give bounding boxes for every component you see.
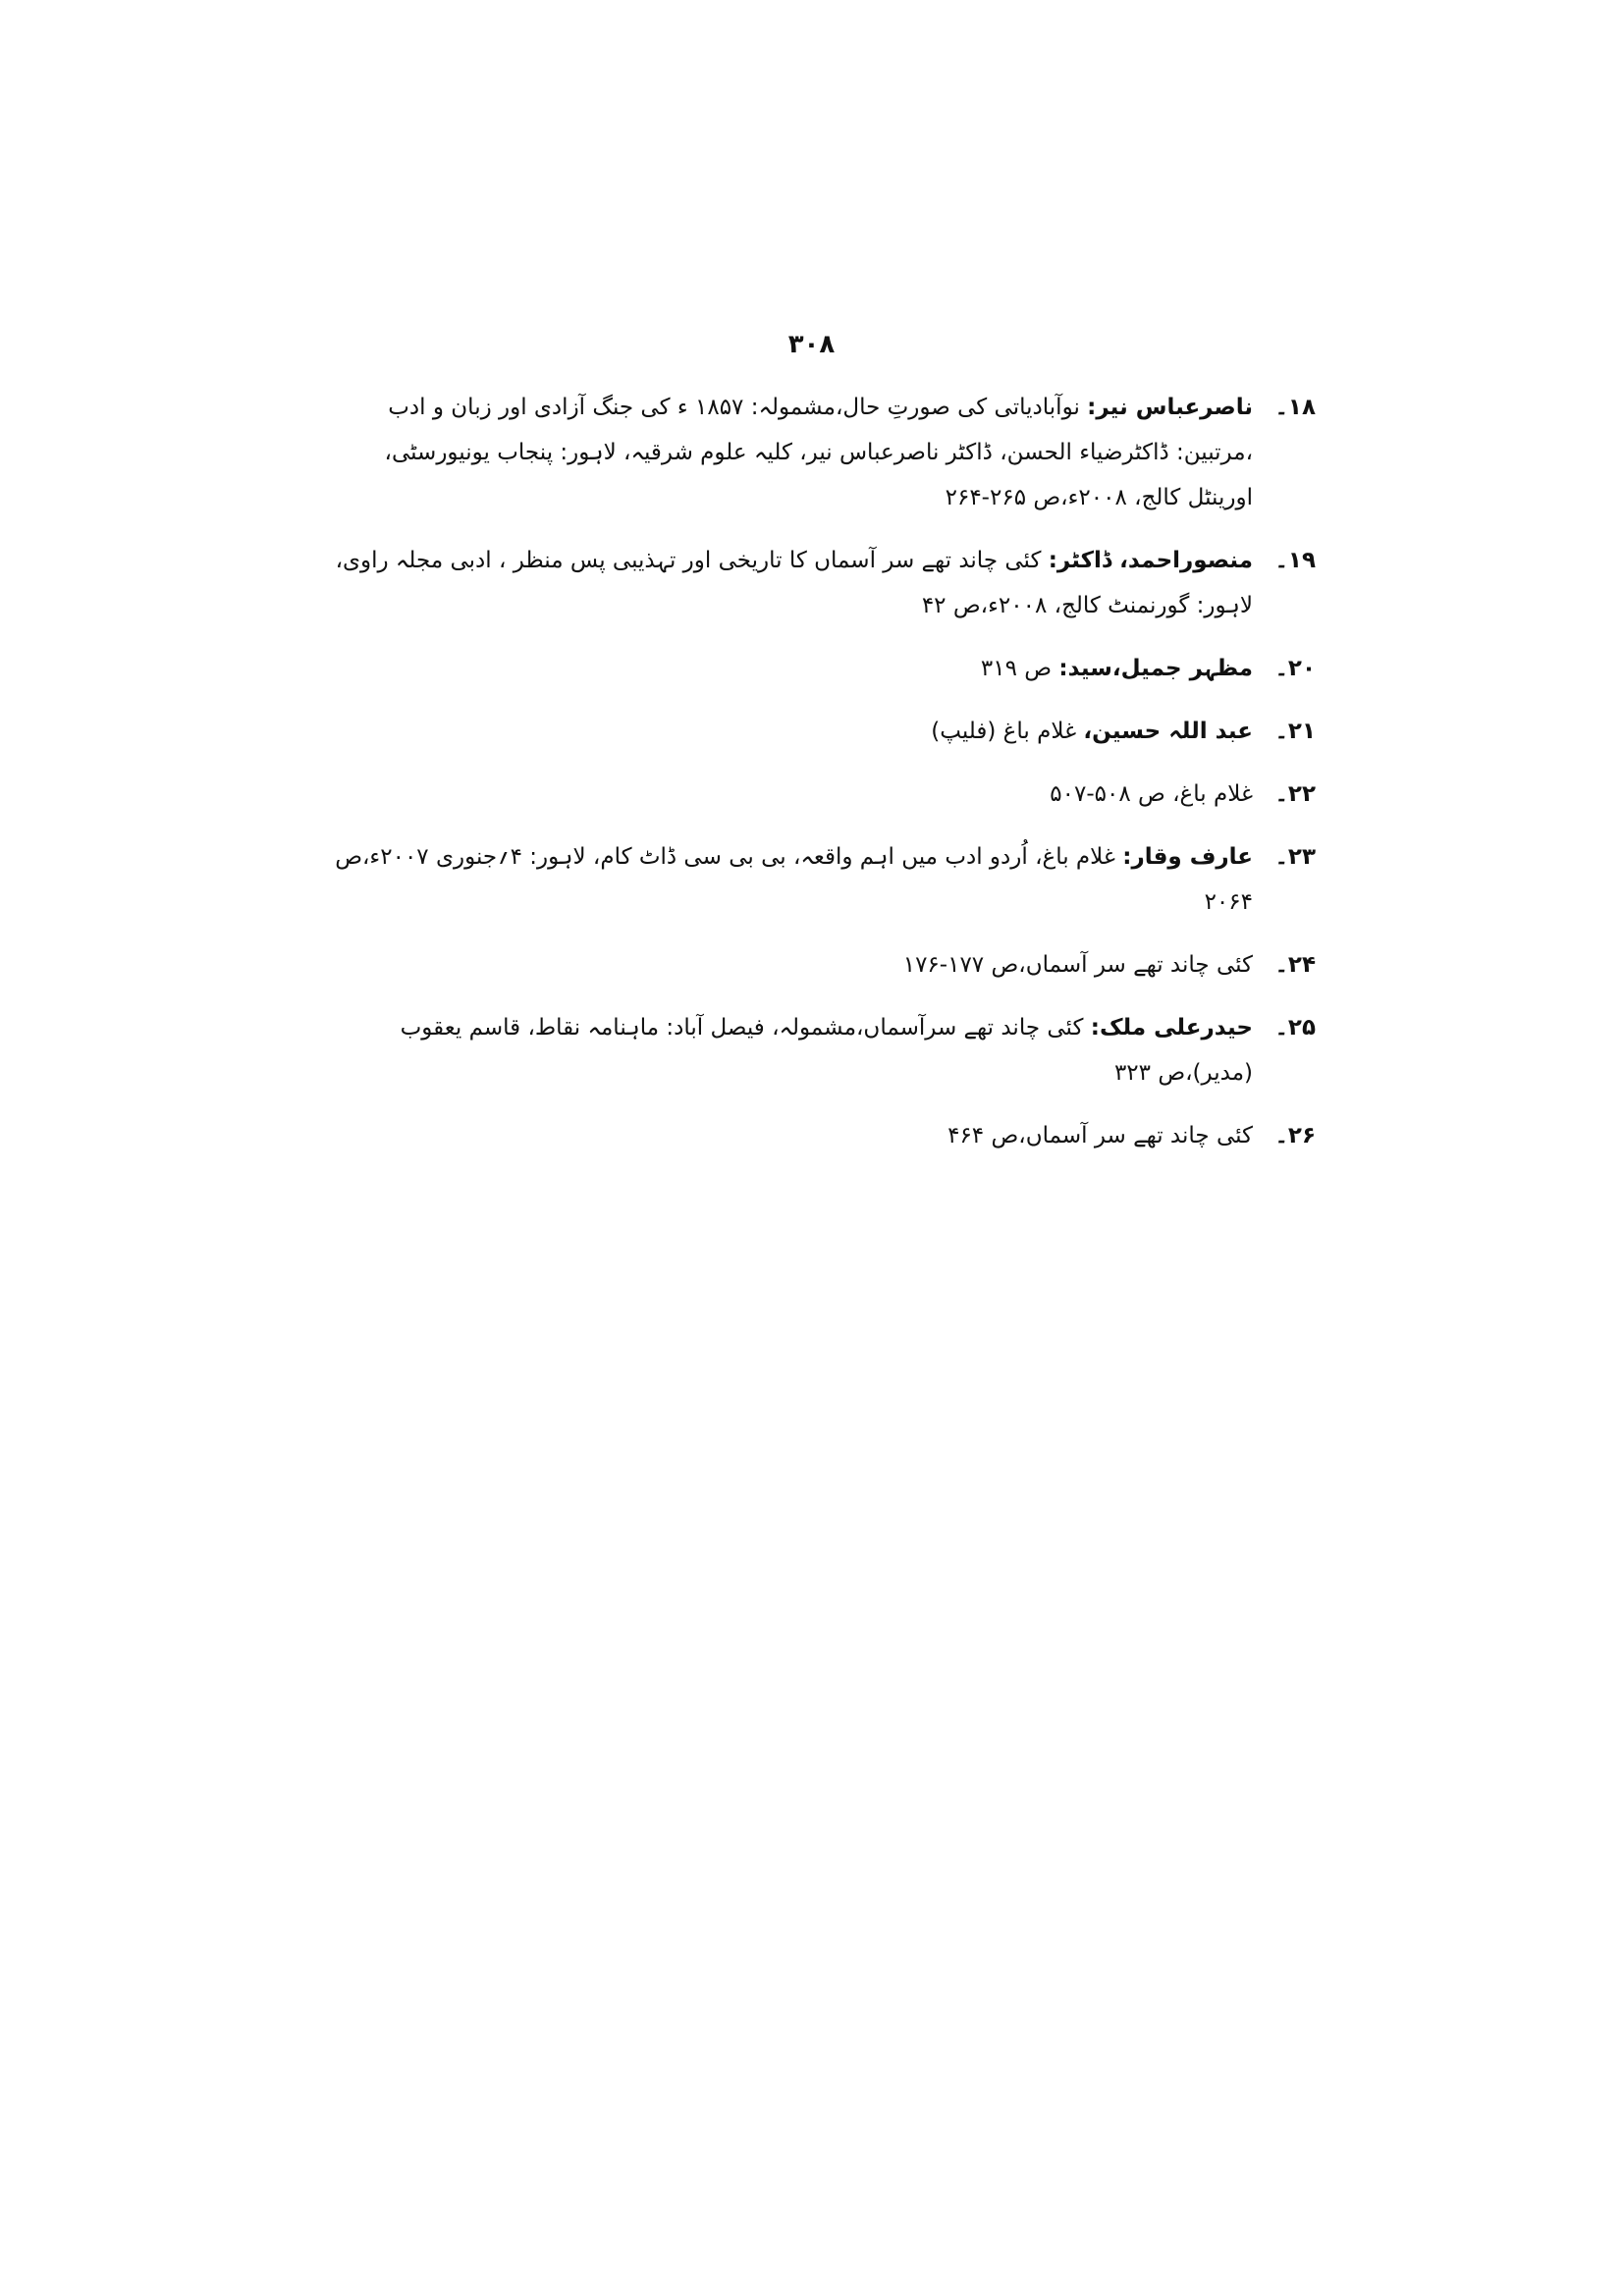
endnote-number: ۲۶۔: [1274, 1123, 1316, 1148]
endnote-text: [314, 942, 1253, 988]
endnote-author: حیدرعلی ملک:: [1090, 1015, 1253, 1041]
endnote-author: عبد اللہ حسین،: [1083, 719, 1253, 744]
endnote-25: [314, 1005, 1316, 1095]
endnote-body: کئی چاند تھے سر آسماں،ص ۱۷۷-۱۷۶: [902, 952, 1253, 978]
endnote-number: ۱۹۔: [1274, 548, 1316, 573]
endnote-number: ۲۴۔: [1274, 952, 1316, 978]
endnote-text: [314, 646, 1253, 691]
endnote-author: مظہر جمیل،سید:: [1058, 656, 1253, 681]
endnote-number: ۲۵۔: [1274, 1015, 1316, 1041]
endnote-19: [314, 538, 1316, 628]
endnote-number: ۲۰۔: [1274, 656, 1316, 681]
endnote-text: [314, 834, 1253, 925]
endnote-body: نوآبادیاتی کی صورتِ حال،مشمولہ: ۱۸۵۷ ء کی جنگ آزادی اور زبان و ادب ،مرتبین: ڈاکٹرضیاء الحسن، ڈاکٹر ناصرعباس نیر، کلیہ علوم شرقیہ، لاہور: پنجاب یونیورسٹی، اورینٹل کالج، ۲۰۰۸ء،ص ۲۶۵-۲۶۴: [384, 395, 1253, 510]
endnote-number: ۲۳۔: [1274, 844, 1316, 870]
endnote-26: [314, 1113, 1316, 1158]
endnote-23: [314, 834, 1316, 925]
endnote-number: ۲۲۔: [1274, 781, 1316, 807]
endnote-body: غلام باغ، اُردو ادب میں اہم واقعہ، بی بی سی ڈاٹ کام، لاہور: ۴؍جنوری ۲۰۰۷ء،ص ۲۰۶۴: [335, 844, 1253, 915]
endnote-body: کئی چاند تھے سر آسماں،ص ۴۶۴: [947, 1123, 1253, 1148]
endnote-body: ص ۳۱۹: [980, 656, 1053, 681]
endnote-number: ۱۸۔: [1274, 395, 1316, 420]
endnote-21: [314, 709, 1316, 754]
endnote-text: [314, 709, 1253, 754]
endnote-text: [314, 1113, 1253, 1158]
endnote-22: [314, 772, 1316, 817]
endnote-body: غلام باغ (فلیپ): [931, 719, 1077, 744]
endnote-text: [314, 1005, 1253, 1095]
endnote-18: [314, 385, 1316, 520]
endnote-text: [314, 385, 1253, 520]
endnote-author: منصوراحمد، ڈاکٹر:: [1048, 548, 1253, 573]
endnote-20: [314, 646, 1316, 691]
endnotes-list: [314, 385, 1316, 1176]
endnote-text: [314, 772, 1253, 817]
page-number: ۳۰۸: [787, 330, 836, 359]
endnote-number: ۲۱۔: [1274, 719, 1316, 744]
endnote-24: [314, 942, 1316, 988]
endnote-author: ناصرعباس نیر:: [1087, 395, 1253, 420]
endnote-body: کئی چاند تھے سرآسماں،مشمولہ، فیصل آباد: ماہنامہ نقاط، قاسم یعقوب (مدیر)،ص ۳۲۳: [400, 1015, 1253, 1086]
endnote-body: کئی چاند تھے سر آسماں کا تاریخی اور تہذیبی پس منظر ، ادبی مجلہ راوی، لاہور: گورنمنٹ کالج، ۲۰۰۸ء،ص ۴۲: [335, 548, 1253, 618]
endnote-body: غلام باغ، ص ۵۰۸-۵۰۷: [1050, 781, 1253, 807]
endnote-text: [314, 538, 1253, 628]
endnote-author: عارف وقار:: [1122, 844, 1253, 870]
